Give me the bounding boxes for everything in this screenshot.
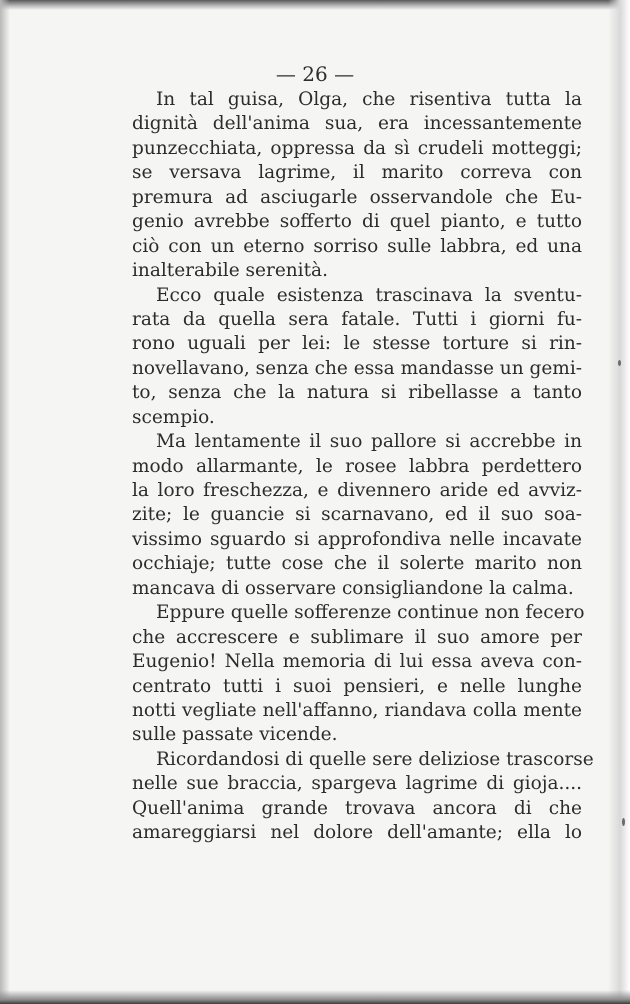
- text-line: In tal guisa, Olga, che risentiva tutta la: [156, 89, 582, 110]
- text-line: Eppure quelle sofferenze continue non fecero: [156, 602, 585, 624]
- text-line: mancava di osservare consigliandone la calma.: [132, 577, 574, 599]
- text-line: occhiaje; tutte cose che il solerte marito non: [132, 553, 582, 575]
- page-bottom-edge: [0, 990, 630, 1004]
- scan-speck: [622, 818, 625, 826]
- text-line: vissimo sguardo si approfondiva nelle incavate: [132, 528, 582, 550]
- text-line: novellavano, senza che essa mandasse un gemi-: [132, 357, 582, 379]
- text-line: Quell'anima grande trovava ancora di che: [132, 797, 582, 819]
- text-line: modo allarmante, le rosee labbra perdettero: [132, 455, 582, 477]
- text-line: Ecco quale esistenza trascinava la sventu-: [156, 284, 582, 306]
- text-line: rata da quella sera fatale. Tutti i giorni fu-: [132, 308, 582, 330]
- text-line: inalterabile serenità.: [132, 260, 328, 282]
- text-line: Eugenio! Nella memoria di lui essa aveva con-: [132, 651, 582, 673]
- text-line: se versava lagrime, il marito correva con: [132, 162, 582, 184]
- text-line: zite; le guancie si scarnavano, ed il suo soa-: [132, 504, 582, 526]
- text-line: nelle sue braccia, spargeva lagrime di gioja....: [132, 773, 582, 795]
- text-line: scempio.: [132, 406, 215, 428]
- text-line: genio avrebbe sofferto di quel pianto, e tutto: [132, 211, 582, 233]
- paragraph: [132, 284, 582, 431]
- page-right-edge: [608, 0, 630, 1004]
- page-top-edge: [0, 0, 630, 10]
- text-line: Ma lentamente il suo pallore si accrebbe in: [156, 431, 582, 453]
- text-line: amareggiarsi nel dolore dell'amante; ella lo: [132, 822, 582, 844]
- text-line: punzecchiata, oppressa da sì crudeli motteggi;: [132, 137, 582, 159]
- text-line: rono uguali per lei: le stesse torture si rin-: [132, 333, 582, 355]
- text-line: sulle passate vicende.: [132, 724, 338, 746]
- text-line: la loro freschezza, e divennero aride ed avviz-: [132, 480, 582, 501]
- text-line: to, senza che la natura si ribellasse a tanto: [132, 382, 582, 404]
- scan-speck: [618, 360, 621, 366]
- text-line: ciò con un eterno sorriso sulle labbra, ed una: [132, 235, 582, 257]
- paragraph: [132, 601, 585, 748]
- text-line: Ricordandosi di quelle sere deliziose trascorse: [156, 748, 594, 770]
- page-left-edge: [0, 0, 10, 1004]
- text-line: notti vegliate nell'affanno, riandava colla mente: [132, 699, 582, 721]
- text-line: centrato tutti i suoi pensieri, e nelle lunghe: [132, 675, 582, 697]
- text-line: premura ad asciugarle osservandole che Eu-: [132, 186, 582, 208]
- text-line: dignità dell'anima sua, era incessantemente: [132, 113, 582, 135]
- page-number: — 26 —: [275, 62, 355, 86]
- text-body: [132, 88, 594, 846]
- text-line: che accrescere e sublimare il suo amore per: [132, 626, 582, 648]
- paragraph: [132, 88, 582, 284]
- paragraph: [132, 430, 582, 601]
- paragraph: [132, 748, 594, 846]
